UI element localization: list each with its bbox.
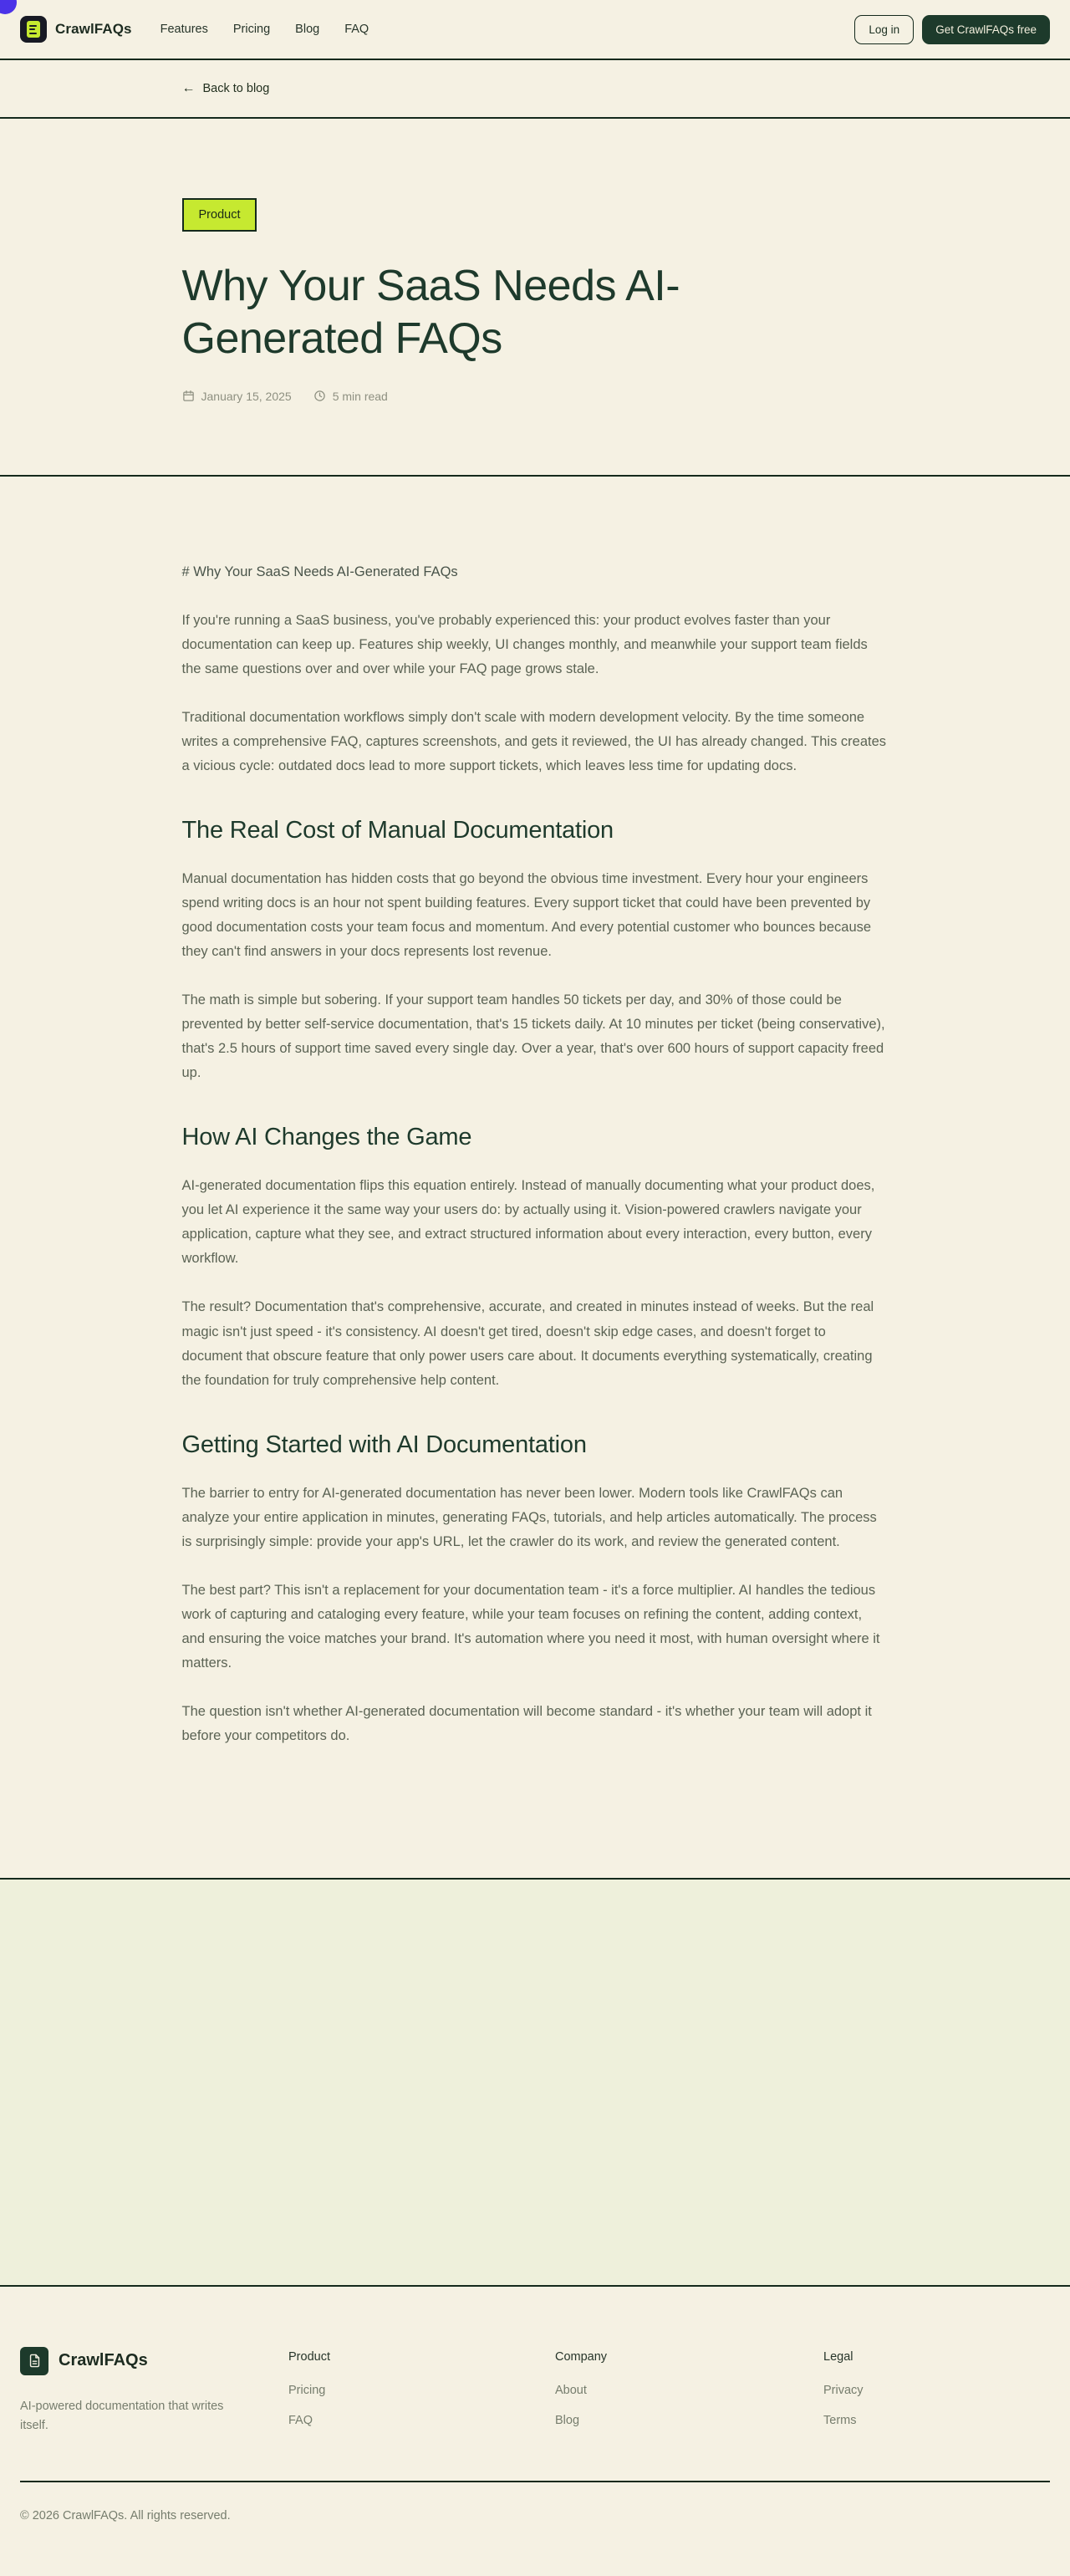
article-paragraph: Traditional documentation workflows simply don't scale with modern development velocity. By the time someone writes a comprehensive FAQ, captures screenshots, and gets it reviewed, the UI has already changed. This creates a vicious cycle: outdated docs lead to more support tickets, which leaves less time for updating docs. [181, 710, 887, 774]
title-line-2: Generated FAQs [181, 314, 502, 364]
footer-column-company [555, 2347, 823, 2444]
article-paragraph: If you're running a SaaS business, you've probably experienced this: your product evolves faster than your documentation can keep up. Features ship weekly, UI changes monthly, and meanwhile your support team fields the same questions over and over while your FAQ page grows stale. [181, 612, 868, 676]
login-button[interactable]: Log in [854, 15, 914, 44]
post-hero [0, 119, 1070, 477]
nav-link-pricing[interactable]: Pricing [232, 23, 271, 36]
calendar-icon [182, 390, 195, 402]
crawlfaqs-logo-icon [20, 16, 47, 43]
footer-link-blog[interactable]: Blog [555, 2413, 580, 2427]
article-paragraph: AI-generated documentation flips this equation entirely. Instead of manually documenting what your product does, you let AI experience it the same way your users do: by actually using it. Vision-powered crawlers navigate your application, capture what they see, and extract structured information about every interaction, every button, every workflow. [181, 1178, 875, 1267]
section-heading: The Real Cost of Manual Documentation [181, 817, 614, 844]
cta-band [0, 1880, 1070, 2287]
section-heading: How AI Changes the Game [181, 1124, 472, 1151]
back-arrow-icon: ← [181, 81, 196, 95]
back-link-label: Back to blog [202, 82, 270, 95]
footer-link-terms[interactable]: Terms [823, 2413, 857, 2427]
footer-link-pricing[interactable]: Pricing [288, 2383, 326, 2397]
footer-column-heading: Company [555, 2349, 608, 2364]
post-meta [182, 390, 889, 403]
footer-column-heading: Legal [823, 2349, 853, 2364]
footer-column-legal [823, 2347, 1050, 2444]
article-paragraph: The best part? This isn't a replacement for your documentation team - it's a force multiplier. AI handles the tedious work of capturing and cataloging every feature, while your team focuses on refining the content, adding context, and ensuring the voice matches your brand. It's automation where you need it most, with human oversight where it matters. [181, 1582, 880, 1671]
nav-link-faq[interactable]: FAQ [344, 23, 369, 36]
category-badge: Product [182, 198, 257, 232]
copyright-text: © 2026 CrawlFAQs. All rights reserved. [20, 2508, 231, 2522]
post-date [182, 390, 292, 403]
article-section [0, 477, 1070, 1880]
footer-brand-name: CrawlFAQs [59, 2351, 148, 2370]
title-line-1: Why Your SaaS Needs AI- [181, 262, 680, 310]
article-paragraph: The barrier to entry for AI-generated documentation has never been lower. Modern tools like CrawlFAQs can analyze your entire application in minutes, generating FAQs, tutorials, and help articles automatically. The process is surprisingly simple: provide your app's URL, let the crawler do its work, and review the generated content. [181, 1485, 877, 1549]
page-title [182, 260, 889, 366]
post-date-label: January 15, 2025 [201, 389, 292, 403]
footer-link-faq[interactable]: FAQ [288, 2413, 313, 2427]
footer-link-about[interactable]: About [555, 2383, 587, 2397]
footer-logo-icon [20, 2347, 48, 2375]
section-heading: Getting Started with AI Documentation [181, 1431, 587, 1458]
back-to-blog-link[interactable] [182, 82, 270, 95]
back-bar [0, 60, 1070, 119]
article-paragraph: Manual documentation has hidden costs that go beyond the obvious time investment. Every hour your engineers spend writing docs is an hour not spent building features. Every support ticket that could have been prevented by good documentation costs your team focus and momentum. And every potential customer who bounces because they can't find answers in your docs represents lost revenue. [181, 871, 872, 960]
brand-logo[interactable] [20, 16, 132, 43]
footer-link-privacy[interactable]: Privacy [823, 2383, 864, 2397]
footer-brand [20, 2347, 288, 2444]
get-free-button[interactable]: Get CrawlFAQs free [922, 15, 1050, 44]
clock-icon [313, 390, 326, 402]
article-paragraph: The math is simple but sobering. If your support team handles 50 tickets per day, and 30% of those could be prevented by better self-service documentation, that's 15 tickets daily. At 10 minutes per ticket (being conservative), that's 2.5 hours of support time saved every single day. Over a year, that's over 600 hours of support capacity freed up. [181, 992, 885, 1081]
article-paragraph: # Why Your SaaS Needs AI-Generated FAQs [181, 564, 458, 579]
nav-link-blog[interactable]: Blog [295, 23, 320, 36]
article-body [182, 560, 889, 1748]
read-time [313, 390, 388, 403]
header-actions [854, 15, 1050, 44]
site-header [0, 0, 1070, 60]
main-nav [160, 23, 369, 36]
footer-tagline: AI-powered documentation that writes itself. [20, 2399, 224, 2433]
site-footer [0, 2287, 1070, 2576]
footer-column-product [288, 2347, 555, 2444]
article-paragraph: The result? Documentation that's comprehensive, accurate, and created in minutes instead of weeks. But the real magic isn't just speed - it's consistency. AI doesn't get tired, doesn't skip edge cases, and doesn't forget to document that obscure feature that only power users care about. It documents everything systematically, creating the foundation for truly comprehensive help content. [181, 1299, 874, 1388]
nav-link-features[interactable]: Features [160, 23, 208, 36]
read-time-label: 5 min read [332, 389, 388, 403]
footer-column-heading: Product [288, 2349, 330, 2364]
article-paragraph: The question isn't whether AI-generated documentation will become standard - it's whether your team will adopt it before your competitors do. [181, 1703, 872, 1743]
brand-name: CrawlFAQs [55, 21, 132, 37]
